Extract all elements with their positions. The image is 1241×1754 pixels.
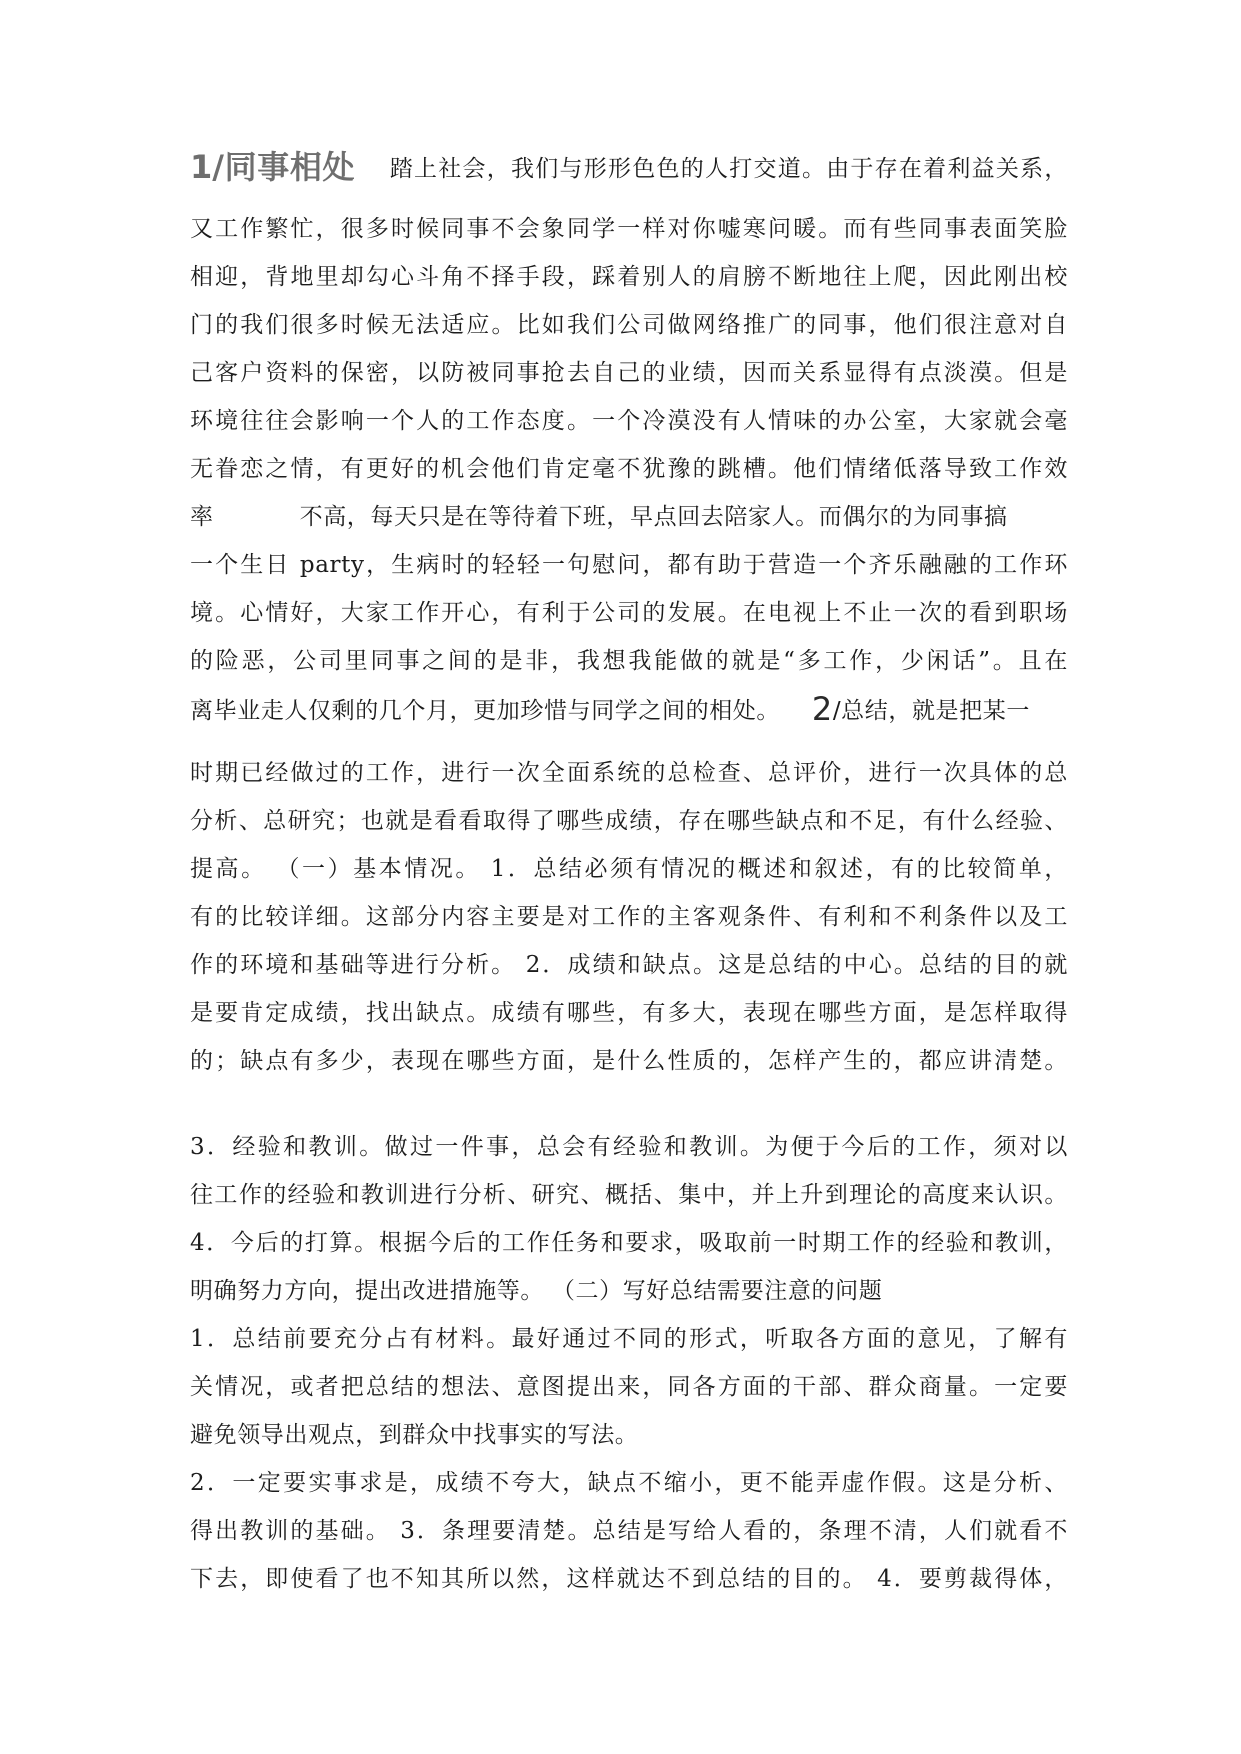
text-line-14 — [190, 806, 1068, 836]
text-run: 避免领导出观点，到群众中找事实的写法。 — [190, 1422, 639, 1448]
text-run: 3．经验和教训。做过一件事，总会有经验和教训。为便于今后的工作，须对以 — [190, 1134, 1068, 1160]
text-line-15 — [190, 854, 1068, 884]
text-run: 的险恶，公司里同事之间的是非，我想我能做的就是“多工作，少闲话”。且在 — [190, 648, 1068, 674]
text-run: 有的比较详细。这部分内容主要是对工作的主客观条件、有利和不利条件以及工 — [190, 904, 1068, 930]
text-line-22 — [190, 1228, 1068, 1258]
text-line-28 — [190, 1516, 1068, 1546]
section-2-number: 2 — [811, 690, 833, 728]
text-run: 分析、总研究；也就是看看取得了哪些成绩，存在哪些缺点和不足，有什么经验、 — [190, 808, 1068, 834]
text-line-27 — [190, 1468, 1068, 1498]
text-run: 时期已经做过的工作，进行一次全面系统的总检查、总评价，进行一次具体的总 — [190, 760, 1068, 786]
text-line-9 — [190, 550, 1068, 580]
text-line-6 — [190, 406, 1068, 436]
text-line-26 — [190, 1420, 1068, 1450]
text-line-10 — [190, 598, 1068, 628]
text-run: 离毕业走人仅剩的几个月，更加珍惜与同学之间的相处。 — [190, 698, 780, 724]
text-line-29 — [190, 1564, 1068, 1594]
section-1-heading: 1/同事相处 — [190, 148, 356, 186]
text-run: 往工作的经验和教训进行分析、研究、概括、集中，并上升到理论的高度来认识。 — [190, 1182, 1068, 1208]
text-run: 4．今后的打算。根据今后的工作任务和要求，吸取前一时期工作的经验和教训， — [190, 1230, 1068, 1256]
text-run: 不高，每天只是在等待着下班，早点回去陪家人。而偶尔的为同事搞 — [299, 504, 1008, 530]
text-run: 环境往往会影响一个人的工作态度。一个冷漠没有人情味的办公室，大家就会毫 — [190, 408, 1068, 434]
text-run: 率 — [190, 504, 214, 530]
text-run: 关情况，或者把总结的想法、意图提出来，同各方面的干部、群众商量。一定要 — [190, 1374, 1068, 1400]
text-line-5 — [190, 358, 1068, 388]
text-run: 下去，即使看了也不知其所以然，这样就达不到总结的目的。 4．要剪裁得体， — [190, 1566, 1068, 1592]
text-run: 门的我们很多时候无法适应。比如我们公司做网络推广的同事，他们很注意对自 — [190, 312, 1068, 338]
text-line-3 — [190, 262, 1068, 292]
text-line-2 — [190, 214, 1068, 244]
text-run: 2．一定要实事求是，成绩不夸大，缺点不缩小，更不能弄虚作假。这是分析、 — [190, 1470, 1068, 1496]
text-line-17 — [190, 950, 1068, 980]
text-line-12 — [190, 690, 1068, 728]
text-line-20 — [190, 1132, 1068, 1162]
text-run: 一个生日 party，生病时的轻轻一句慰问，都有助于营造一个齐乐融融的工作环 — [190, 552, 1068, 578]
text-line-21 — [190, 1180, 1068, 1210]
text-line-11 — [190, 646, 1068, 676]
text-line-4 — [190, 310, 1068, 340]
text-line-16 — [190, 902, 1068, 932]
text-run: 己客户资料的保密，以防被同事抢去自己的业绩，因而关系显得有点淡漠。但是 — [190, 360, 1068, 386]
section-2-heading: /总结，就是把某一 — [832, 698, 1030, 724]
text-line-24 — [190, 1324, 1068, 1354]
text-line-1 — [190, 148, 1068, 186]
text-run: 踏上社会，我们与形形色色的人打交道。由于存在着利益关系， — [389, 156, 1068, 182]
text-run: 又工作繁忙，很多时候同事不会象同学一样对你嘘寒问暖。而有些同事表面笑脸 — [190, 216, 1068, 242]
text-line-13 — [190, 758, 1068, 788]
text-run: 提高。 （一）基本情况。 1．总结必须有情况的概述和叙述，有的比较简单， — [190, 856, 1068, 882]
text-run: 1．总结前要充分占有材料。最好通过不同的形式，听取各方面的意见，了解有 — [190, 1326, 1068, 1352]
text-run: 相迎，背地里却勾心斗角不择手段，踩着别人的肩膀不断地往上爬，因此刚出校 — [190, 264, 1068, 290]
text-line-23 — [190, 1276, 1068, 1306]
text-run: 境。心情好，大家工作开心，有利于公司的发展。在电视上不止一次的看到职场 — [190, 600, 1068, 626]
text-run: 无眷恋之情，有更好的机会他们肯定毫不犹豫的跳槽。他们情绪低落导致工作效 — [190, 456, 1068, 482]
text-line-25 — [190, 1372, 1068, 1402]
text-line-7 — [190, 454, 1068, 484]
text-run: 明确努力方向，提出改进措施等。 （二）写好总结需要注意的问题 — [190, 1278, 883, 1304]
text-run: 得出教训的基础。 3．条理要清楚。总结是写给人看的，条理不清，人们就看不 — [190, 1518, 1068, 1544]
text-run: 是要肯定成绩，找出缺点。成绩有哪些，有多大，表现在哪些方面，是怎样取得 — [190, 1000, 1068, 1026]
text-line-19 — [190, 1046, 1068, 1076]
text-run: 的；缺点有多少，表现在哪些方面，是什么性质的，怎样产生的，都应讲清楚。 — [190, 1048, 1068, 1074]
text-run: 作的环境和基础等进行分析。 2．成绩和缺点。这是总结的中心。总结的目的就 — [190, 952, 1068, 978]
text-line-8 — [190, 502, 1068, 532]
text-line-18 — [190, 998, 1068, 1028]
